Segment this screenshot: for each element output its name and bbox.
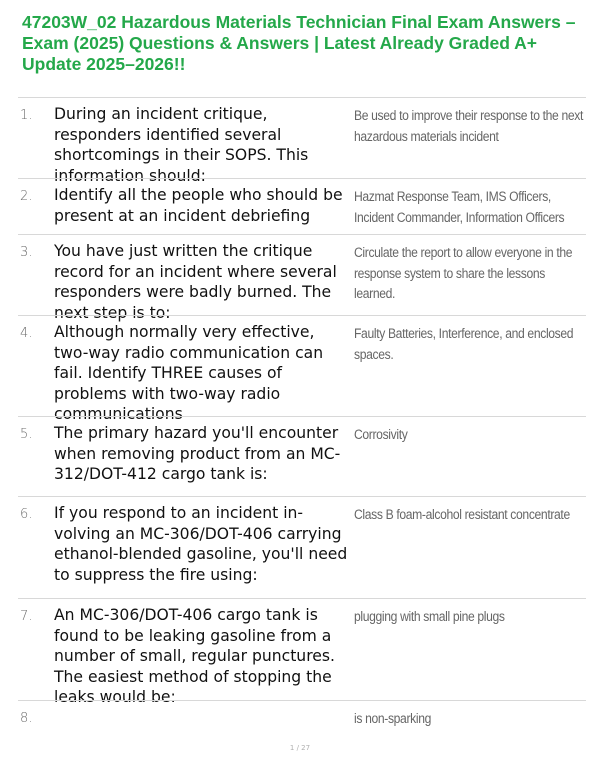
document-title: 47203W_02 Hazardous Materials Technician Final Exam Answers – Exam (2025) Questions & Answers | Latest Already Graded A+ Update 2025–2026!! (22, 12, 576, 74)
answer-text: Corrosivity (354, 427, 408, 442)
qa-row (18, 234, 586, 322)
question-text: If you respond to an incident in-volving an MC-306/DOT-406 carrying ethanol-blended gasoline, you'll need to suppress the fire using: (54, 504, 348, 584)
answer-text: plugging with small pine plugs (354, 609, 505, 624)
qa-list (18, 97, 586, 740)
answer-text: Be used to improve their response to the next hazardous materials incident (354, 108, 583, 144)
qa-row (18, 496, 586, 598)
question-number: 4. (20, 326, 33, 341)
question-text: Identify all the people who should be present at an incident debriefing (54, 186, 343, 225)
answer-text: Class B foam-alcohol resistant concentrate (354, 507, 570, 522)
qa-row (18, 315, 586, 424)
answer-text: is non-sparking (354, 711, 432, 726)
qa-row (18, 598, 586, 707)
question-text: An MC-306/DOT-406 cargo tank is found to be leaking gasoline from a number of small, regular punctures. The easiest method of stopping the leaks would be: (54, 606, 335, 707)
question-number: 5. (20, 427, 33, 442)
answer-text: Circulate the report to allow everyone in the response system to share the lessons learned. (354, 245, 573, 301)
question-number: 7. (20, 609, 33, 624)
answer-text: Hazmat Response Team, IMS Officers, Incident Commander, Information Officers (354, 189, 565, 225)
question-text: The primary hazard you'll encounter when removing product from an MC-312/DOT-412 cargo tank is: (54, 424, 341, 484)
answer-text: Faulty Batteries, Interference, and enclosed spaces. (354, 326, 574, 362)
page-number: 1 / 27 (289, 744, 311, 752)
question-text: During an incident critique, responders identified several shortcomings in their SOPS. This information should: (54, 105, 309, 185)
question-number: 2. (20, 189, 33, 204)
question-number: 8. (20, 711, 33, 726)
question-text: You have just written the critique record for an incident where several responders were badly burned. The next step is to: (54, 242, 337, 322)
qa-row (18, 178, 586, 234)
qa-row (18, 97, 586, 185)
question-number: 3. (20, 245, 33, 260)
qa-row (18, 416, 586, 496)
qa-row (18, 700, 586, 740)
question-number: 6. (20, 507, 33, 522)
question-number: 1. (20, 108, 33, 123)
question-text: Although normally very effective, two-way radio communication can fail. Identify THREE causes of problems with two-way radio communications (54, 323, 324, 424)
